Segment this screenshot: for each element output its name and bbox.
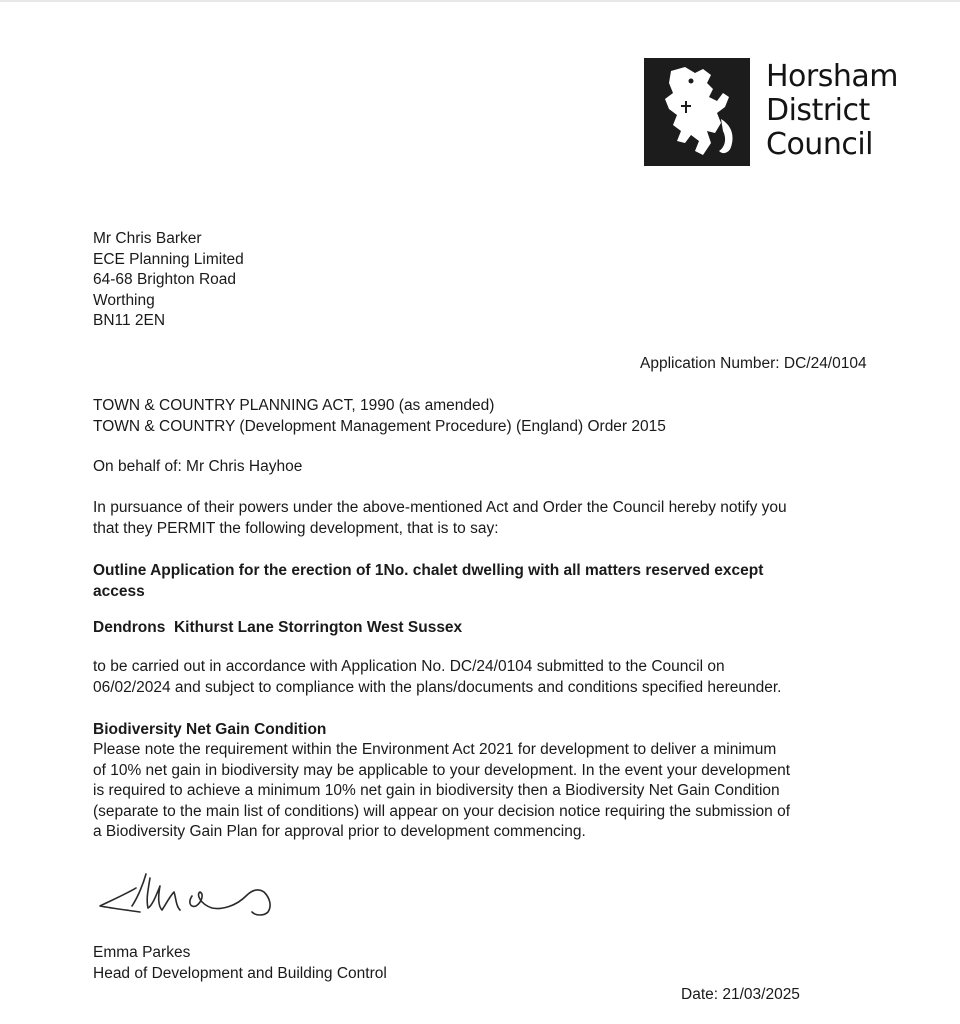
- paragraph-line: (separate to the main list of conditions) will appear on your decision notice requiring the submission of: [93, 802, 791, 820]
- council-name-line: District: [766, 93, 870, 128]
- paragraph-line: is required to achieve a minimum 10% net gain in biodiversity then a Biodiversity Net Gain Condition: [93, 782, 780, 799]
- recipient-address: [93, 229, 244, 332]
- description-line: access: [93, 582, 145, 600]
- bng-heading: Biodiversity Net Gain Condition: [93, 721, 327, 738]
- act-line: TOWN & COUNTRY PLANNING ACT, 1990 (as amended): [93, 397, 495, 414]
- paragraph-line: that they PERMIT the following development, that is to say:: [93, 519, 499, 537]
- legislation-heading: [93, 396, 666, 437]
- page-top-edge: [0, 0, 960, 2]
- address-line: 64-68 Brighton Road: [93, 271, 237, 288]
- signatory-title: Head of Development and Building Control: [93, 964, 387, 982]
- paragraph-line: of 10% net gain in biodiversity may be applicable to your development. In the event your development: [93, 761, 791, 779]
- council-logo: [644, 58, 898, 166]
- address-line: BN11 2EN: [93, 312, 166, 329]
- rampant-lion-icon: [644, 58, 750, 166]
- accordance-paragraph: [93, 657, 782, 698]
- site-address: Dendrons Kithurst Lane Storrington West Sussex: [93, 619, 463, 636]
- paragraph-line: to be carried out in accordance with Application No. DC/24/0104 submitted to the Council on: [93, 658, 725, 675]
- development-description: [93, 561, 763, 602]
- application-number: Application Number: DC/24/0104: [640, 355, 867, 372]
- pursuance-paragraph: [93, 498, 787, 539]
- act-line: TOWN & COUNTRY (Development Management Procedure) (England) Order 2015: [93, 417, 666, 435]
- signatory-block: [93, 943, 387, 984]
- address-line: ECE Planning Limited: [93, 250, 244, 268]
- paragraph-line: 06/02/2024 and subject to compliance with the plans/documents and conditions specified hereunder.: [93, 678, 782, 696]
- council-name: [766, 60, 898, 162]
- address-line: Mr Chris Barker: [93, 230, 202, 247]
- description-line: Outline Application for the erection of 1No. chalet dwelling with all matters reserved except: [93, 562, 764, 579]
- council-name-line: Council: [766, 127, 873, 162]
- handwritten-signature-icon: [96, 866, 286, 931]
- council-name-line: Horsham: [766, 59, 898, 94]
- on-behalf-of: On behalf of: Mr Chris Hayhoe: [93, 458, 303, 475]
- paragraph-line: a Biodiversity Gain Plan for approval prior to development commencing.: [93, 823, 586, 840]
- paragraph-line: Please note the requirement within the Environment Act 2021 for development to deliver a minimum: [93, 741, 777, 758]
- paragraph-line: In pursuance of their powers under the above-mentioned Act and Order the Council hereby notify you: [93, 499, 787, 516]
- bng-paragraph: [93, 740, 790, 843]
- address-line: Worthing: [93, 291, 155, 309]
- decision-date: Date: 21/03/2025: [681, 986, 800, 1003]
- signatory-name: Emma Parkes: [93, 944, 191, 961]
